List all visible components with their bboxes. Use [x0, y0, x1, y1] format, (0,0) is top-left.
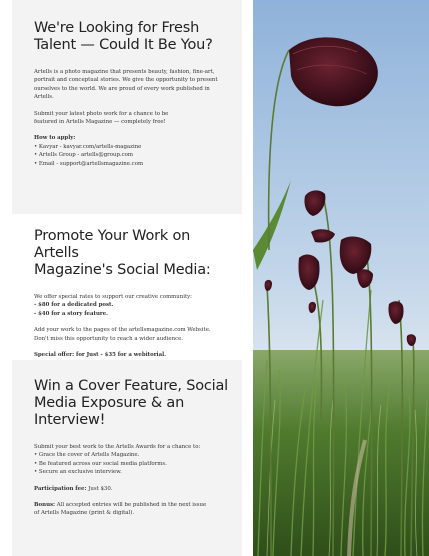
submit-paragraph: Submit your latest photo work for a chance to be featured in Artells Magazine — completely free!: [34, 110, 169, 126]
fresh-talent-section: [12, 0, 242, 214]
intro-paragraph: Artells is a photo magazine that presents beauty, fashion, fine-art, portrait and conceptual stories. We give the opportunity to present ourselves to the world. We are proud of every work published in Artells.: [34, 69, 218, 101]
awards-list: [34, 451, 232, 476]
special-offer: Special offer: for Just - $35 for a webitorial.: [34, 352, 167, 359]
section-title: [34, 0, 232, 54]
list-item[interactable]: • Email - support@artellsmagazine.com: [34, 160, 144, 167]
participation-fee: Participation fee: Just $30.: [34, 485, 113, 492]
title-line: Talent — Could It Be You?: [34, 37, 213, 53]
bonus-paragraph: Bonus: All accepted entries will be published in the next issue of Artells Magazine (print & digital).: [34, 502, 207, 517]
how-to-apply-label: How to apply:: [34, 135, 76, 142]
list-item: • Be featured across our social media platforms.: [34, 460, 167, 467]
rates-paragraph: We offer special rates to support our creative community: - $80 for a dedicated post. - $40 for a story feature.: [34, 294, 192, 317]
list-item[interactable]: • Artells Group - artells@group.com: [34, 152, 133, 159]
list-item: • Secure an exclusive interview.: [34, 469, 122, 476]
cover-feature-section: [12, 360, 242, 556]
list-item[interactable]: • Kavyar - kavyar.com/artells-magazine: [34, 143, 142, 150]
apply-list: [34, 143, 232, 168]
website-paragraph: Add your work to the pages of the artellsmagazine.com Website. Don't miss this opportunity to reach a wider audience.: [34, 327, 211, 342]
section-title: Win a Cover Feature, Social Media Exposure & an Interview!: [34, 378, 229, 428]
flower-photo: [253, 0, 429, 556]
fritillaria-flowers-image: [253, 0, 429, 556]
social-media-section: [12, 214, 242, 360]
section-title: Promote Your Work on Artells Magazine's Social Media:: [34, 228, 211, 278]
title-line: We're Looking for Fresh: [34, 20, 200, 36]
list-item: • Grace the cover of Artells Magazine.: [34, 452, 140, 459]
awards-intro: Submit your best work to the Artells Awards for a chance to:: [34, 444, 201, 450]
